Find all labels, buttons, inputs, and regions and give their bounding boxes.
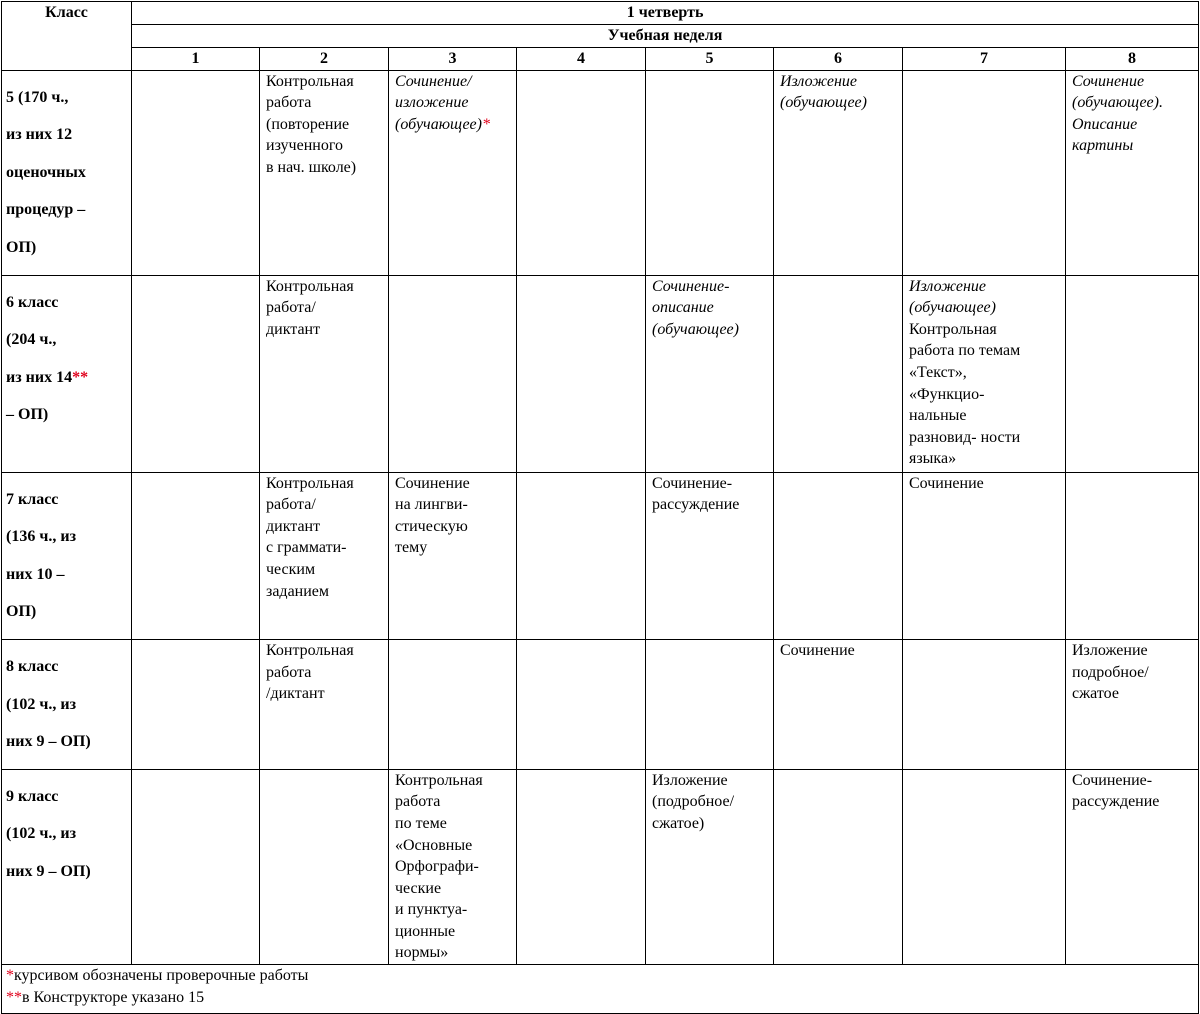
cell-line: Изложение	[1072, 641, 1148, 659]
cell-line: Сочинение	[1072, 72, 1145, 90]
cell-week-4	[517, 639, 646, 769]
cell-line: Сочинение/	[395, 72, 472, 90]
class-header: Класс	[2, 2, 132, 71]
cell-line: работа/	[266, 299, 316, 317]
cell-line: /диктант	[266, 685, 325, 703]
row-label	[2, 70, 132, 275]
footnotes	[2, 965, 1199, 1014]
cell-week-2	[260, 769, 389, 964]
cell-line: Контрольная	[266, 72, 354, 90]
label-line: процедур –	[6, 201, 86, 219]
cell-line: с граммати-	[266, 539, 347, 557]
cell-week-6	[774, 472, 903, 639]
cell-line: картины	[1072, 137, 1134, 155]
footnotes-row	[2, 965, 1199, 1014]
cell-line: работа	[395, 793, 441, 811]
label-line: из них 12	[6, 126, 73, 144]
cell-week-1	[132, 769, 260, 964]
cell-line: изученного	[266, 137, 343, 155]
footnote-mark: *	[6, 967, 14, 985]
cell-line: Сочинение	[395, 474, 470, 492]
label-line: (136 ч., из	[6, 528, 76, 546]
cell-week-4	[517, 472, 646, 639]
footnote-2	[6, 987, 1192, 1009]
label-line: ОП)	[6, 603, 37, 621]
cell-week-8	[1066, 639, 1199, 769]
week-number: 7	[903, 48, 1066, 71]
label-line: 7 класс	[6, 490, 59, 508]
cell-week-8	[1066, 70, 1199, 275]
cell-line: языка»	[909, 450, 957, 468]
cell-line: в нач. школе)	[266, 158, 357, 176]
cell-line: Сочинение-	[652, 277, 730, 295]
cell-line: сжатое)	[652, 814, 705, 832]
label-line: 6 класс	[6, 293, 59, 311]
footnote-mark: *	[481, 115, 490, 133]
cell-line: Сочинение	[780, 641, 855, 659]
cell-week-8	[1066, 275, 1199, 472]
cell-line: (повторение	[266, 115, 350, 133]
label-line: 8 класс	[6, 657, 59, 675]
cell-week-8	[1066, 472, 1199, 639]
label-line: них 9 – ОП)	[6, 862, 91, 880]
week-number: 1	[132, 48, 260, 71]
cell-line: диктант	[266, 517, 321, 535]
cell-line: Контрольная	[395, 771, 483, 789]
cell-line: ционные	[395, 922, 456, 940]
cell-line: и пунктуа-	[395, 901, 468, 919]
label-line: (102 ч., из	[6, 695, 76, 713]
cell-line: Описание	[1072, 115, 1138, 133]
cell-line: Контрольная	[266, 277, 354, 295]
week-number: 5	[646, 48, 774, 71]
cell-line: (обучающее)	[909, 299, 996, 317]
table-row-grade-9	[2, 769, 1199, 964]
row-label	[2, 639, 132, 769]
cell-line: (подробное/	[652, 793, 735, 811]
cell-week-6	[774, 769, 903, 964]
cell-line: рассуждение	[652, 496, 740, 514]
header-row-week-numbers	[2, 48, 1199, 71]
table-row-grade-7	[2, 472, 1199, 639]
table-row-grade-6	[2, 275, 1199, 472]
cell-line: работа по темам	[909, 342, 1021, 360]
cell-line: Изложение	[652, 771, 728, 789]
cell-line: диктант	[266, 320, 321, 338]
cell-week-4	[517, 70, 646, 275]
cell-week-5	[646, 70, 774, 275]
cell-text: (обучающее)	[395, 115, 482, 133]
cell-line: «Текст»,	[909, 363, 967, 381]
cell-line: работа	[266, 94, 312, 112]
label-line: оценочных	[6, 163, 86, 181]
cell-week-5	[646, 639, 774, 769]
cell-line: Сочинение-	[1072, 771, 1153, 789]
cell-line: Орфографи-	[395, 858, 479, 876]
cell-week-7	[903, 70, 1066, 275]
cell-line: «Основные	[395, 836, 473, 854]
week-number: 6	[774, 48, 903, 71]
cell-line: (обучающее)	[780, 94, 867, 112]
label-line: – ОП)	[6, 406, 49, 424]
schedule-table	[1, 1, 1199, 1014]
cell-week-5	[646, 275, 774, 472]
cell-line: заданием	[266, 582, 330, 600]
label-line: 5 (170 ч.,	[6, 88, 69, 106]
cell-line: изложение	[395, 94, 469, 112]
label-line: (102 ч., из	[6, 825, 76, 843]
cell-week-3	[389, 639, 517, 769]
footnote-mark: **	[72, 368, 89, 386]
cell-line: рассуждение	[1072, 793, 1160, 811]
cell-line: ческие	[395, 879, 442, 897]
cell-line: Изложение	[909, 277, 986, 295]
cell-line: работа	[266, 663, 312, 681]
label-line	[6, 367, 125, 389]
cell-week-7	[903, 275, 1066, 472]
cell-line: (обучающее).	[1072, 94, 1163, 112]
week-number: 2	[260, 48, 389, 71]
cell-week-3	[389, 70, 517, 275]
cell-line: Контрольная	[266, 641, 354, 659]
cell-week-1	[132, 70, 260, 275]
header-row-week	[2, 25, 1199, 48]
cell-line: разновид- ности	[909, 428, 1021, 446]
cell-line	[395, 114, 510, 136]
cell-week-5	[646, 769, 774, 964]
label-line: (204 ч.,	[6, 331, 57, 349]
cell-week-2	[260, 472, 389, 639]
cell-week-6	[774, 275, 903, 472]
cell-week-5	[646, 472, 774, 639]
cell-week-7	[903, 472, 1066, 639]
footnote-mark: **	[6, 988, 22, 1006]
header-row-quarter	[2, 2, 1199, 25]
footnote-text: курсивом обозначены проверочные работы	[14, 967, 309, 985]
cell-line: на лингви-	[395, 496, 468, 514]
table-row-grade-8	[2, 639, 1199, 769]
table-row-grade-5	[2, 70, 1199, 275]
cell-week-4	[517, 769, 646, 964]
cell-line: нормы»	[395, 944, 449, 962]
cell-week-7	[903, 639, 1066, 769]
cell-week-3	[389, 275, 517, 472]
cell-line: ческим	[266, 560, 316, 578]
cell-week-6	[774, 70, 903, 275]
cell-line: сжатое	[1072, 685, 1119, 703]
cell-week-6	[774, 639, 903, 769]
footnote-1	[6, 965, 1192, 987]
cell-week-3	[389, 472, 517, 639]
cell-line: (обучающее)	[652, 320, 739, 338]
week-header: Учебная неделя	[132, 25, 1199, 48]
row-label	[2, 472, 132, 639]
label-line: них 10 –	[6, 565, 65, 583]
cell-line: Контрольная	[266, 474, 354, 492]
cell-line: по теме	[395, 814, 447, 832]
cell-week-4	[517, 275, 646, 472]
label-line: 9 класс	[6, 787, 59, 805]
label-line: ОП)	[6, 238, 37, 256]
week-number: 8	[1066, 48, 1199, 71]
cell-line: стическую	[395, 517, 468, 535]
cell-week-1	[132, 472, 260, 639]
cell-line: описание	[652, 299, 714, 317]
cell-line: Сочинение	[909, 474, 984, 492]
cell-week-7	[903, 769, 1066, 964]
cell-line: тему	[395, 539, 428, 557]
cell-week-3	[389, 769, 517, 964]
cell-line: подробное/	[1072, 663, 1149, 681]
cell-line: работа/	[266, 496, 316, 514]
cell-line: Контрольная	[909, 320, 997, 338]
cell-week-1	[132, 639, 260, 769]
row-label	[2, 275, 132, 472]
cell-line: Изложение	[780, 72, 857, 90]
label-line: них 9 – ОП)	[6, 733, 91, 751]
week-number: 4	[517, 48, 646, 71]
footnote-text: в Конструкторе указано 15	[22, 988, 205, 1006]
cell-week-2	[260, 275, 389, 472]
cell-week-1	[132, 275, 260, 472]
cell-week-2	[260, 70, 389, 275]
week-number: 3	[389, 48, 517, 71]
cell-week-2	[260, 639, 389, 769]
cell-week-8	[1066, 769, 1199, 964]
cell-line: «Функцио-	[909, 385, 985, 403]
quarter-header: 1 четверть	[132, 2, 1199, 25]
cell-line: нальные	[909, 407, 967, 425]
cell-line: Сочинение-	[652, 474, 733, 492]
label-text: из них 14	[6, 368, 73, 386]
row-label	[2, 769, 132, 964]
